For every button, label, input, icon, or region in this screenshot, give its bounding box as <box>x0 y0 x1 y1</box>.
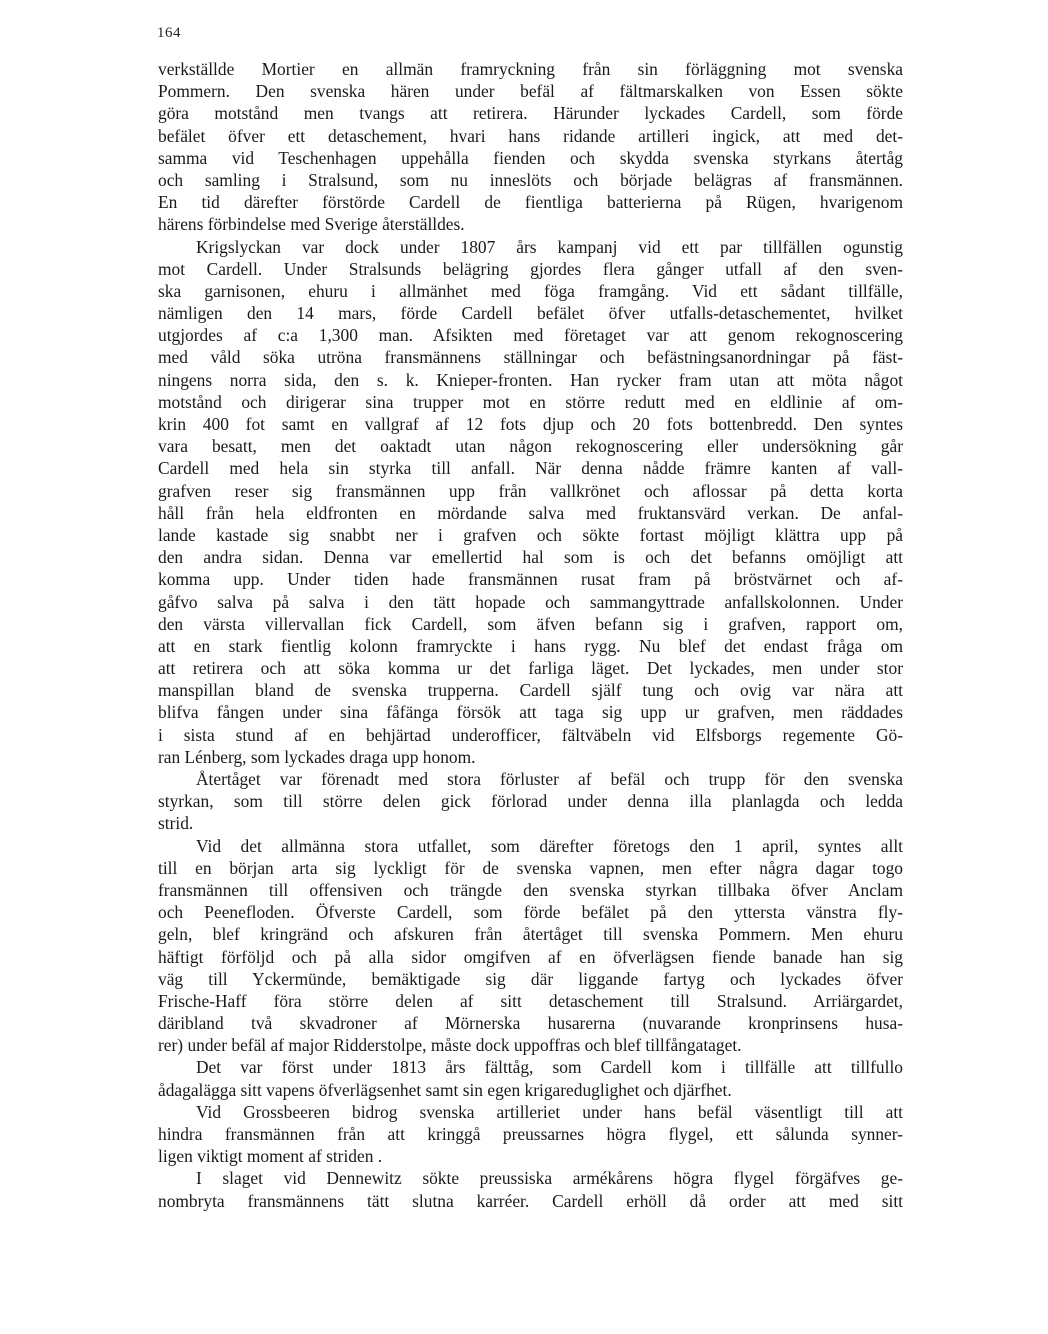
body-text <box>158 58 903 1212</box>
text-line: ran Lénberg, som lyckades draga upp honom. <box>158 746 476 767</box>
text-line: Frische-Haff föra större delen af sitt detaschement till Stralsund. Arriärgardet, <box>158 990 903 1011</box>
text-line: däribland två skvadroner af Mörnerska husarerna (nuvarande kronprinsens husa- <box>158 1013 903 1034</box>
text-line: och Peenefloden. Öfverste Cardell, som förde befälet på den yttersta vänstra fly- <box>158 902 903 923</box>
text-line: En tid därefter förstörde Cardell de fientliga batterierna på Rügen, hvarigenom <box>158 192 903 213</box>
text-line: häftigt förföljd och på alla sidor omgifven af en öfverlägsen fiende banade han sig <box>158 946 903 967</box>
text-line: Det var först under 1813 års fälttåg, som Cardell kom i tillfälle att tillfullo <box>196 1057 903 1078</box>
text-line: till en början arta sig lyckligt för de svenska vapnen, men efter några dagar togo <box>158 857 903 878</box>
text-line: befälet öfver ett detaschement, hvari hans ridande artilleri ingick, att med det- <box>158 125 903 146</box>
text-line: lande kastade sig snabbt ner i grafven och sökte fortast möjligt klättra upp på <box>158 524 903 545</box>
page-number: 164 <box>157 25 181 41</box>
text-line: gåfvo salva på salva i den tätt hopade och sammangyttrade anfallskolonnen. Under <box>158 591 903 612</box>
text-line: grafven reser sig fransmännen upp från vallkrönet och aflossar på detta korta <box>158 480 903 501</box>
text-line: att retirera och att söka komma ur det farliga läget. Det lyckades, men under stor <box>158 658 903 679</box>
text-line: Pommern. Den svenska hären under befäl af fältmarskalken von Essen sökte <box>158 81 903 102</box>
text-line: väg till Yckermünde, bemäktigade sig där liggande fartyg och lyckades öfver <box>158 968 903 989</box>
text-line: håll från hela eldfronten en mördande salva med fruktansvärd verkan. De anfal- <box>158 502 903 523</box>
text-line: och samling i Stralsund, som nu inneslöts och började belägras af fransmännen. <box>158 169 903 190</box>
text-line: nombryta fransmännens tätt slutna karréer. Cardell erhöll då order att med sitt <box>158 1190 903 1211</box>
text-line: i sista stund af en behjärtad underofficer, fältväbeln vid Elfsborgs regemente Gö- <box>158 724 903 745</box>
text-line: fransmännen till offensiven och trängde den svenska styrkan tillbaka öfver Anclam <box>158 879 903 900</box>
text-line: I slaget vid Dennewitz sökte preussiska armékårens högra flygel förgäfves ge- <box>196 1168 903 1189</box>
text-line: den andra sidan. Denna var emellertid hal som is och det befanns omöjligt att <box>158 547 903 568</box>
text-line: nämligen den 14 mars, förde Cardell befälet öfver utfalls-detaschementet, hvilket <box>158 303 903 324</box>
text-line: Cardell med hela sin styrka till anfall. När denna nådde främre kanten af vall- <box>158 458 903 479</box>
text-line: härens förbindelse med Sverige återställdes. <box>158 214 465 235</box>
text-line: ska garnisonen, ehuru i allmänhet med föga framgång. Vid ett sådant tillfälle, <box>158 280 903 301</box>
text-line: Vid det allmänna stora utfallet, som därefter företogs den 1 april, syntes allt <box>196 835 903 856</box>
text-line: Återtåget var förenadt med stora förluster af befäl och trupp för den svenska <box>196 769 903 789</box>
text-line: Vid Grossbeeren bidrog svenska artilleriet under hans befäl väsentligt till att <box>196 1101 903 1122</box>
text-line: blifva fången under sina fåfänga försök att taga sig upp ur grafven, men räddades <box>158 702 903 723</box>
text-line: ningens norra sida, den s. k. Knieper-fronten. Han rycker fram utan att möta något <box>158 369 903 390</box>
text-line: rer) under befäl af major Ridderstolpe, måste dock uppoffras och blef tillfångataget. <box>158 1035 742 1056</box>
text-line: vara besatt, men det oaktadt utan någon rekognoscering eller undersökning går <box>158 436 903 457</box>
text-line: geln, blef kringränd och afskuren från återtåget till svenska Pommern. Men ehuru <box>158 924 903 945</box>
text-line: utgjordes af c:a 1,300 man. Afsikten med företaget var att genom rekognoscering <box>158 325 903 346</box>
text-line: mot Cardell. Under Stralsunds belägring gjordes flera gånger utfall af den sven- <box>158 258 903 279</box>
text-line: den värsta villervallan fick Cardell, som äfven befann sig i grafven, rapport om, <box>158 613 903 634</box>
text-line: styrkan, som till större delen gick förlorad under denna illa planlagda och ledda <box>158 791 903 812</box>
text-line: verkställde Mortier en allmän framryckning från sin förläggning mot svenska <box>158 59 903 79</box>
text-line: hindra fransmännen från att kringgå preussarnes högra flygel, ett sålunda synner- <box>158 1124 903 1144</box>
text-line: att en stark fientlig kolonn framryckte i hans rygg. Nu blef det endast fråga om <box>158 635 903 656</box>
text-line: samma vid Teschenhagen uppehålla fienden och skydda svenska styrkans återtåg <box>158 147 903 168</box>
text-line: strid. <box>158 813 194 834</box>
text-line: komma upp. Under tiden hade fransmännen rusat fram på bröstvärnet och af- <box>158 569 903 590</box>
text-line: motstånd och dirigerar sina trupper mot en större redutt med en eldlinie af om- <box>158 391 903 412</box>
text-line: Krigslyckan var dock under 1807 års kampanj vid ett par tillfällen ogunstig <box>196 236 903 257</box>
text-line: krin 400 fot samt en vallgraf af 12 fots djup och 20 fots bottenbredd. Den syntes <box>158 414 903 434</box>
text-line: göra motstånd men tvangs att retirera. Härunder lyckades Cardell, som förde <box>158 103 903 124</box>
text-line: ådagalägga sitt vapens öfverlägsenhet samt sin egen krigareduglighet och djärfhet. <box>158 1079 732 1100</box>
text-line: med våld söka utröna fransmännens ställningar och befästningsanordningar på fäst- <box>158 347 903 368</box>
text-line: ligen viktigt moment af striden . <box>158 1146 383 1167</box>
text-line: manspillan bland de svenska trupperna. Cardell själf tung och ovig var nära att <box>158 680 903 701</box>
